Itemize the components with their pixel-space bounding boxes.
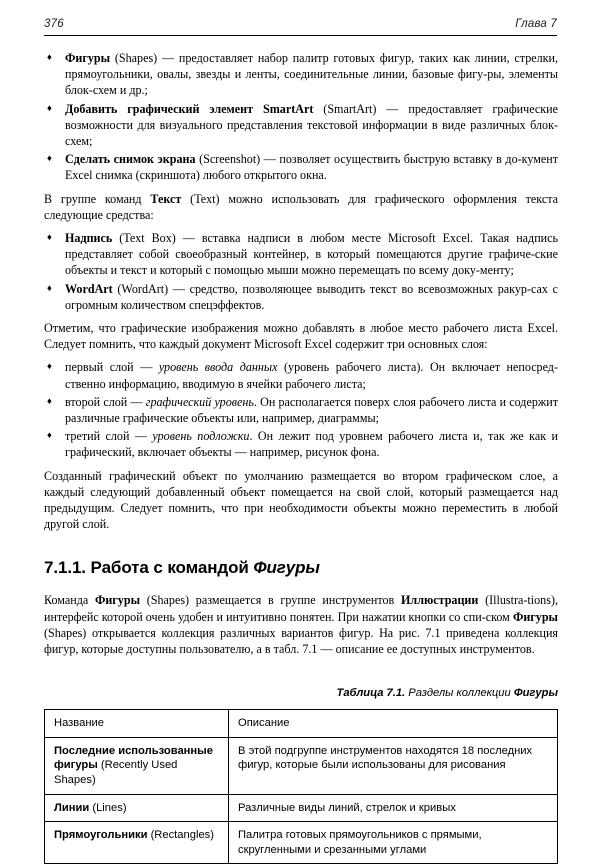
spacer-before-caption: [44, 657, 558, 686]
shapes-collection-table: [44, 709, 558, 864]
text-suffix: . Он лежит под уровнем рабочего листа и, так же как и графический, включает объекты — например, рисунок фона.: [65, 429, 558, 460]
term-english: (Screenshot): [199, 152, 261, 167]
cell-name: [45, 794, 229, 822]
spacer: [44, 461, 558, 468]
diamond-bullet-icon: ♦: [47, 53, 52, 63]
section-heading: [44, 558, 558, 578]
diamond-bullet-icon: ♦: [47, 283, 52, 294]
caption-label: Таблица 7.1.: [336, 687, 406, 700]
spacer: [44, 223, 558, 230]
spacer: [44, 184, 558, 191]
chapter-label: Глава 7: [515, 18, 557, 30]
text-1: Команда: [44, 593, 95, 608]
term-illustrations: Иллюстрации: [401, 593, 479, 608]
spacer-before-table: [44, 700, 558, 709]
text-3: (Illustra-tions), интерфейс которой очень удобен и интуитивно понятен. При нажатии кнопки со спи-ском: [44, 593, 558, 624]
diamond-bullet-icon: ♦: [47, 396, 52, 407]
dash: —: [168, 281, 190, 296]
cell-name: [45, 737, 229, 794]
item-text: вставка надписи в любом месте Microsoft Excel. Такая надпись представляет собой своеобразный контейнер, в который помещаются другие графиче-ские объекты и текст и который с помощью мыши можно перемещать по всему доку-менту;: [65, 231, 559, 278]
text-suffix: . Он располагается поверх слоя рабочего листа и содержит различные графические объекты или, например, диаграммы;: [65, 394, 558, 426]
text-prefix: первый слой —: [65, 360, 159, 375]
paragraph-text-group: [44, 191, 558, 223]
dash: —: [157, 51, 179, 65]
paragraph-layers-intro: Отметим, что графические изображения можно добавлять в любое место рабочего листа Excel. Следует помнить, что каждый документ Microsoft Excel содержит три основных слоя:: [44, 321, 558, 352]
bullet-list-insert-tools: [44, 50, 558, 184]
text-before: В группе команд: [44, 191, 151, 206]
spacer: [44, 313, 558, 320]
bullet-list-text-tools: [44, 230, 558, 313]
term-english: (Text Box): [119, 231, 176, 246]
cell-description: В этой подгруппе инструментов находятся 18 последних фигур, которые были использованы для рисования: [229, 737, 558, 794]
cell-name: [45, 822, 229, 864]
list-item: [44, 281, 558, 313]
bullet-list-layers: [44, 359, 558, 460]
cell-description: Палитра готовых прямоугольников с прямыми, скругленными и срезанными углами: [229, 822, 558, 864]
diamond-bullet-icon: ♦: [47, 233, 52, 244]
term-label: Текст: [150, 191, 182, 206]
term-label: WordArt: [65, 281, 113, 296]
dash: —: [376, 101, 409, 116]
term-label: Добавить графический элемент SmartArt: [65, 101, 314, 116]
list-item: [44, 50, 558, 99]
text-4: (Shapes) открывается коллекция различных вариантов фигур. На рис. 7.1 приведена коллекция фигур, которые доступны пользователю, а в табл. 7.1 — описание ее доступных инструментов.: [44, 625, 558, 657]
term-shapes-1: Фигуры: [94, 593, 141, 608]
spacer: [44, 352, 558, 359]
list-item: [44, 394, 558, 426]
cell-name-en: (Rectangles): [150, 829, 214, 842]
item-text: предоставляет графические возможности для визуального представления текстовой информации в виде различных блок-схем;: [65, 101, 558, 149]
emphasis-term: уровень ввода данных: [158, 360, 278, 375]
term-english: (SmartArt): [323, 101, 377, 116]
cell-name-ru: Последние использованные фигуры: [54, 744, 213, 772]
item-text: позволяет осуществить быструю вставку в до-кумент Excel снимка (скриншота) любого открытого окна.: [65, 152, 559, 183]
caption-emphasis: Фигуры: [513, 687, 558, 700]
text-prefix: второй слой —: [65, 394, 146, 409]
page-content: [44, 50, 558, 864]
list-item: [44, 428, 558, 460]
table-row: [45, 737, 558, 794]
term-shapes-2: Фигуры: [512, 609, 558, 624]
cell-name-ru: Прямоугольники: [54, 829, 151, 842]
diamond-bullet-icon: ♦: [47, 154, 52, 165]
spacer-after-heading: [44, 578, 558, 592]
caption-middle: Разделы коллекции: [405, 687, 514, 700]
running-header: [44, 18, 557, 30]
term-label: Сделать снимок экрана: [65, 152, 196, 167]
emphasis-term: графический уровень: [145, 394, 254, 409]
table-row: [45, 794, 558, 822]
section-title-emphasis: Фигуры: [253, 558, 320, 578]
list-item: [44, 101, 558, 150]
list-item: [44, 230, 558, 279]
section-number-title: 7.1.1. Работа с командой: [44, 558, 254, 578]
term-english: (Shapes): [114, 51, 158, 65]
paragraph-created-object: Созданный графический объект по умолчанию размещается во втором графическом слое, а каждый следующий добавленный объект помещается на свой слой, который размещается над предыдущим. Следует помнить, что при необходимости объекты можно переместить в любой другой слой.: [44, 468, 558, 532]
cell-name-en: (Recently Used Shapes): [54, 759, 178, 787]
diamond-bullet-icon: ♦: [47, 362, 52, 373]
paragraph-shapes-command: [44, 592, 558, 657]
diamond-bullet-icon: ♦: [47, 103, 52, 114]
item-text: средство, позволяющее выводить текст во всевозможных ракур-сах с огромным количеством спецэффектов.: [65, 281, 558, 312]
text-after: можно использовать для графического оформления текста следующие средства:: [44, 191, 558, 222]
list-item: [44, 151, 558, 183]
table-header-row: [45, 710, 558, 738]
text-prefix: третий слой —: [65, 429, 153, 444]
column-header-description: Описание: [229, 710, 558, 738]
table-row: [45, 822, 558, 864]
cell-description: Различные виды линий, стрелок и кривых: [229, 794, 558, 822]
text-suffix: (уровень рабочего листа). Он включает непосред-ственно информацию, вводимую в ячейки рабочего листа;: [65, 360, 558, 391]
diamond-bullet-icon: ♦: [47, 431, 52, 442]
term-label: Надпись: [65, 231, 113, 246]
spacer-before-heading: [44, 532, 558, 558]
column-header-name: Название: [45, 710, 229, 738]
dash: —: [175, 231, 202, 246]
term-english: (WordArt): [117, 281, 169, 296]
item-text: предоставляет набор палитр готовых фигур, таких как линии, стрелки, прямоугольники, овалы, звезды и ленты, соединительные линии, базовые фигу-ры, элементы блок-схем и др.;: [65, 51, 559, 98]
cell-name-ru: Линии: [54, 801, 93, 814]
page-number: 376: [44, 18, 64, 30]
cell-name-en: (Lines): [92, 801, 127, 814]
emphasis-term: уровень подложки: [152, 429, 250, 444]
table-caption: [44, 686, 558, 700]
header-divider: [44, 35, 557, 36]
list-item: [44, 359, 558, 391]
dash: —: [260, 152, 280, 167]
text-2: (Shapes) размещается в группе инструментов: [140, 593, 402, 608]
term-label: Фигуры: [65, 51, 111, 65]
term-english: (Text): [181, 191, 220, 206]
